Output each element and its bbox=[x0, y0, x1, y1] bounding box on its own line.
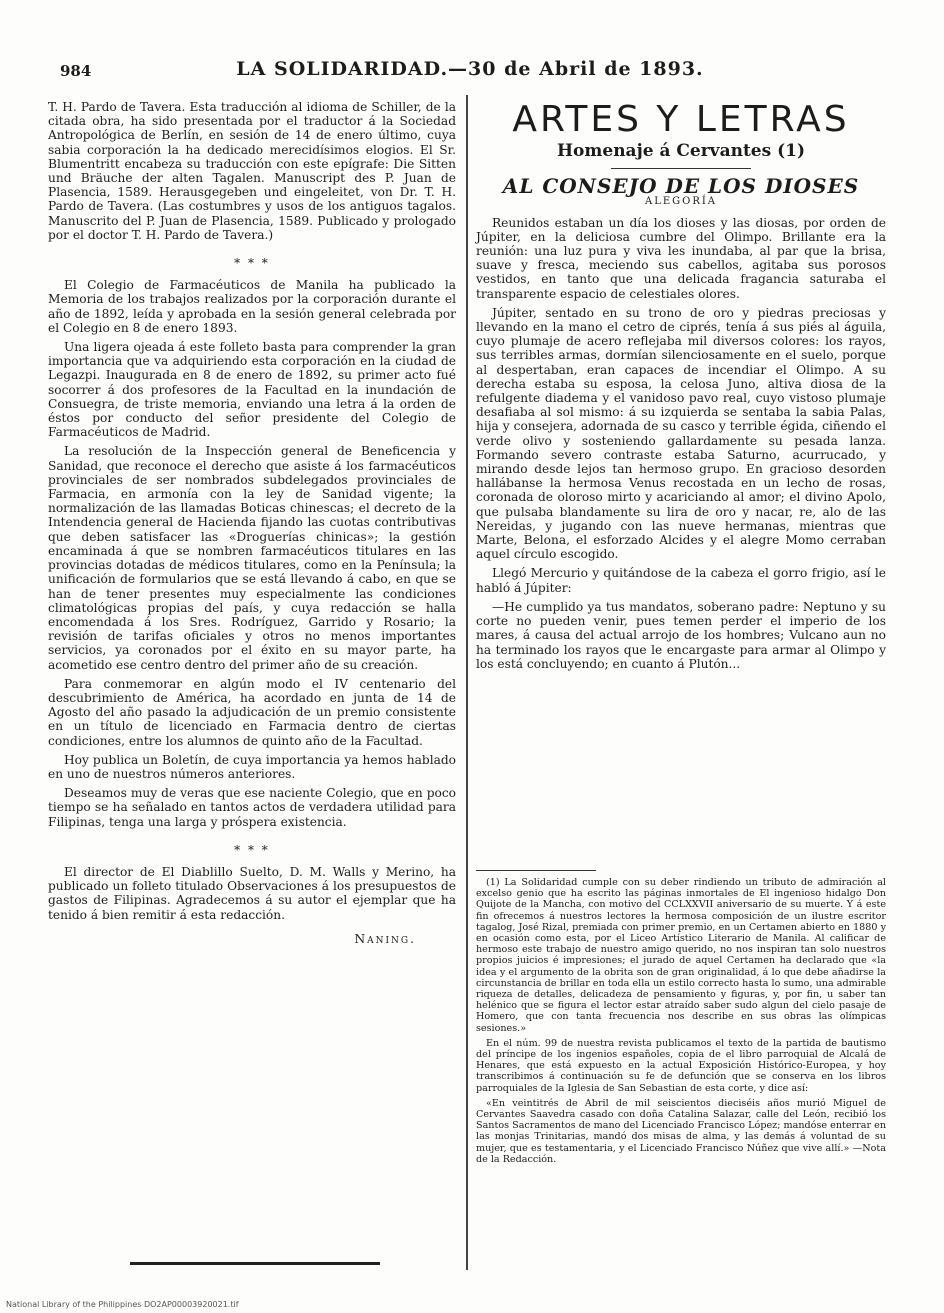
footnotes bbox=[476, 870, 886, 1169]
left-paragraph-4: La resolución de la Inspección general de Beneficencia y Sanidad, que reconoce el derecho que asiste á los farmacéuticos provinciales de ser nombrados subdelegados provinciales de Farmacia, en armonía con la ley de Sanidad vigente; la normalización de las llamadas Boticas chinescas; el decreto de la Intendencia general de Hacienda fijando las cuotas contributivas que deben satisfacer las «Droguerías chinicas»; la gestión encaminada á que se nombren farmacéuticos titulares en las provincias dotadas de médicos titulares, como en la Península; la unificación de formularios que se está llevando á cabo, en que se han de tener presentes muy especialmente las condiciones climatológicas propias del país, y cuya redacción se halla encomendada á los Sres. Rodríguez, Garrido y Rosario; la revisión de tarifas oficiales y otros no menos importantes servicios, ya coronados por el éxito en su mayor parte, ha acometido ese centro dentro del primer año de su creación. bbox=[48, 444, 456, 672]
left-paragraph-2: El Colegio de Farmacéuticos de Manila ha publicado la Memoria de los trabajos realizados por la corporación durante el año de 1892, leída y aprobada en la sesión general celebrada por el Colegio en 8 de enero 1893. bbox=[48, 278, 456, 335]
author-signature: Naning. bbox=[354, 931, 416, 946]
left-paragraph-8: El director de El Diablillo Suelto, D. M. Walls y Merino, ha publicado un folleto titulado Observaciones á los presupuestos de gastos de Filipinas. Agradecemos á su autor el ejemplar que ha tenido á bien remitir á esta redacción. bbox=[48, 864, 456, 922]
left-paragraph-5: Para conmemorar en algún modo el IV centenario del descubrimiento de América, ha acordado en junta de 14 de Agosto del año pasado la adjudicación de un premio consistente en un título de licenciado en Farmacia dentro de ciertas condiciones, entre los alumnos de quinto año de la Facultad. bbox=[48, 676, 456, 748]
column-divider bbox=[466, 95, 468, 1270]
left-paragraph-3: Una ligera ojeada á este folleto basta para comprender la gran importancia que va adquiriendo esta corporación en la ciudad de Legazpi. Inaugurada en 8 de enero de 1892, su primer acto fué socorrer á dos profesores de la Facultad en la inundación de Consuegra, de triste memoria, enviando una letra á la orden de éstos por conducto del señor presidente del Colegio de Farmacéuticos de Madrid. bbox=[48, 340, 456, 440]
left-paragraph-6: Hoy publica un Boletín, de cuya importancia ya hemos hablado en uno de nuestros números anteriores. bbox=[48, 752, 456, 781]
right-column bbox=[476, 100, 886, 676]
section-title: ARTES Y LETRAS bbox=[512, 99, 850, 140]
section-subtitle: Homenaje á Cervantes (1) bbox=[556, 141, 806, 161]
end-rule bbox=[130, 1262, 380, 1265]
asterism-separator: * * * bbox=[234, 256, 270, 271]
story-subtitle: ALEGORÍA bbox=[644, 196, 718, 208]
asterism-separator: * * * bbox=[234, 842, 270, 857]
footnote-3: «En veintitrés de Abril de mil seiscientos dieciséis años murió Miguel de Cervantes Saavedra casado con doña Catalina Salazar, calle del León, recibió los Santos Sacramentos de mano del Licenciado Francisco López; mandóse enterrar en las monjas Trinitarias, mandó dos misas de alma, y las demás á voluntad de su mujer, que es testamentaria, y el Licenciado Francisco Núñez que vive allí.» —Nota de la Redacción. bbox=[476, 1097, 886, 1165]
story-title: AL CONSEJO DE LOS DIOSES bbox=[502, 174, 860, 199]
page-number: 984 bbox=[60, 62, 92, 80]
footnote-2: En el núm. 99 de nuestra revista publicamos el texto de la partida de bautismo del príncipe de los ingenios españoles, copia de el libro parroquial de Alcalá de Henares, que está expuesto en la actual Exposición Histórico-Europea, y hoy transcribimos á continuación su fe de defunción que se conserva en los libros parroquiales de la Iglesia de San Sebastian de esta corte, y dice así: bbox=[476, 1037, 886, 1094]
right-paragraph-3: Llegó Mercurio y quitándose de la cabeza el gorro frigio, así le habló á Júpiter: bbox=[476, 566, 886, 595]
left-paragraph-7: Deseamos muy de veras que ese naciente Colegio, que en poco tiempo se ha señalado en tantos actos de verdadera utilidad para Filipinas, tenga una larga y próspera existencia. bbox=[48, 786, 456, 829]
footnote-rule bbox=[476, 870, 596, 871]
page-header bbox=[60, 58, 880, 86]
right-paragraph-2: Júpiter, sentado en su trono de oro y piedras preciosas y llevando en la mano el cetro de ciprés, tenía á sus piés al águila, cuyo plumaje de acero reflejaba mil diversos colores: los rayos, sus terribles armas, dormían silenciosamente en el suelo, porque al despertaban, eran capaces de incendiar el Olimpo. A su derecha estaba su esposa, la celosa Juno, altiva diosa de la refulgente diadema y el vanidoso pavo real, cuyo vistoso plumaje desafiaba al sol mismo: á su izquierda se sentaba la sabia Palas, hija y consejera, adornada de su casco y terrible égida, ciñendo el verde olivo y sosteniendo gallardamente su pesada lanza. Formando severo contraste estaba Saturno, acurrucado, y mirando desde lejos tan hermoso grupo. En gracioso desorden hallábanse la hermosa Venus recostada en un lecho de rosas, coronada de oloroso mirto y acariciando al amor; el divino Apolo, que pulsaba blandamente su lira de oro y nacar, re, alo de las Nereidas, y jugando con las nueve hermanas, mientras que Marte, Belona, el esforzado Alcides y el alegre Momo cerraban aquel círculo escogido. bbox=[476, 305, 886, 562]
title-rule bbox=[611, 168, 751, 169]
running-title: LA SOLIDARIDAD.—30 de Abril de 1893. bbox=[236, 58, 704, 80]
scan-footer: National Library of the Philippines DO2AP00003920021.tif bbox=[6, 1300, 239, 1309]
left-paragraph-1: T. H. Pardo de Tavera. Esta traducción al idioma de Schiller, de la citada obra, ha sido presentada por el traductor á la Sociedad Antropológica de Berlín, en sesión de 14 de enero último, cuya sabia corporación la ha dedicado merecidísimos elogios. El Sr. Blumentritt encabeza su traducción con este epígrafe: Die Sitten und Bräuche der alten Tagalen. Manuscript des P. Juan de Plasencia, 1589. Herausgegeben und eingeleitet, von Dr. T. H. Pardo de Tavera. (Las costumbres y usos de los antiguos tagalos. Manuscrito del P. Juan de Plasencia, 1589. Publicado y prologado por el doctor T. H. Pardo de Tavera.) bbox=[48, 100, 456, 242]
footnote-1: (1) La Solidaridad cumple con su deber rindiendo un tributo de admiración al excelso genio que ha escrito las páginas inmortales de El ingenioso hidalgo Don Quijote de la Mancha, con motivo del CCLXXVII aniversario de su muerte. Y á este fin ofrecemos á nuestros lectores la hermosa composición de un ilustre escritor tagalog, José Rizal, premiada con primer premio, en un Certamen abierto en 1880 y en ocasión como esta, por el Liceo Artístico Literario de Manila. Al calificar de hermoso este trabajo de nuestro amigo querido, no nos inspiran tan solo nuestros propios juicios é impresiones; el jurado de aquel Certamen ha declarado que «la idea y el argumento de la obrita son de gran originalidad, á lo que debe añadirse la circunstancia de brillar en toda ella un estilo correcto hasta lo sumo, una admirable riqueza de detalles, delicadeza de pensamiento y figuras, y, por fin, u saber tan helénico que se figura el lector estar atraído saber sudo algun del cielo pasaje de Homero, que con tanta frecuencia nos describe en sus obras las olímpicas sesiones.» bbox=[476, 877, 886, 1034]
right-paragraph-1: Reunidos estaban un día los dioses y las diosas, por orden de Júpiter, en la deliciosa cumbre del Olimpo. Brillante era la reunión: una luz pura y viva les inundaba, al par que la brisa, suave y fresca, meciendo sus cabellos, agitaba sus porosos vestidos, en tanto que una delicada fragancia saturaba el transparente espacio de celestiales olores. bbox=[476, 215, 886, 301]
left-column bbox=[48, 100, 456, 946]
right-paragraph-4: —He cumplido ya tus mandatos, soberano padre: Neptuno y su corte no pueden venir, pues temen perder el imperio de los mares, á causa del actual arrojo de los hombres; Vulcano aun no ha terminado los rayos que le encargaste para armar al Olimpo y los está concluyendo; en cuanto á Plutón... bbox=[476, 599, 886, 671]
